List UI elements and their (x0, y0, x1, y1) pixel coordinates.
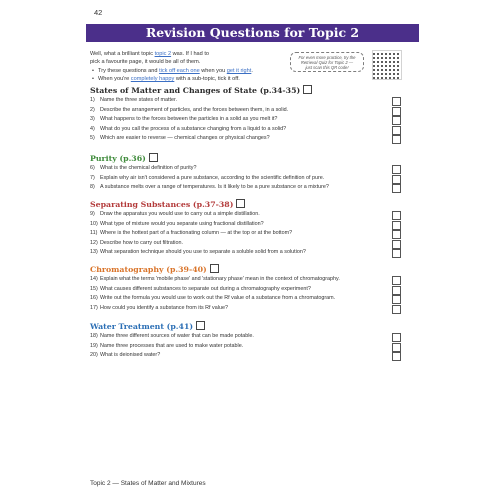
page-footer: Topic 2 — States of Matter and Mixtures (90, 480, 206, 487)
question-row (90, 275, 410, 285)
intro-bullet-1 (90, 67, 285, 75)
completely-happy-link[interactable]: completely happy (130, 76, 175, 83)
bullet-1-start: Try these questions and (98, 67, 160, 74)
question-text: How could you identify a substance from its Rf value? (100, 304, 228, 311)
question-text: A substance melts over a range of temperatures. Is it likely to be a pure substance or a mixture? (100, 184, 329, 191)
question-number: 3) (90, 116, 95, 123)
question-checkbox[interactable] (392, 249, 401, 258)
question-number: 10) (90, 220, 98, 227)
question-number: 13) (90, 249, 98, 256)
question-row (90, 332, 410, 342)
question-text: Draw the apparatus you would use to carry out a simple distillation. (100, 211, 260, 217)
question-text: Which are easier to reverse — chemical changes or physical changes? (100, 135, 270, 142)
question-number: 17) (90, 304, 98, 311)
question-text: What separation technique should you use to separate a soluble solid from a solution? (100, 249, 306, 256)
qr-code-icon[interactable] (372, 50, 402, 80)
bullet-1-end: . (251, 67, 253, 74)
question-text: Write out the formula you would use to work out the Rf value of a substance from a chromatogram. (100, 295, 336, 302)
section-separating-substances (90, 199, 410, 258)
question-number: 2) (90, 106, 95, 113)
get-it-right-link[interactable]: get it right (226, 67, 252, 74)
intro-bullet-2 (90, 75, 285, 83)
question-number: 16) (90, 295, 98, 302)
bullet-2-start: When you're (98, 76, 131, 83)
question-number: 5) (90, 135, 95, 142)
bullet-2-end: with a sub-topic, tick it off. (174, 76, 240, 83)
section-states-of-matter (90, 85, 410, 144)
section-heading-text: Water Treatment (p.41) (90, 322, 194, 331)
question-text: What type of mixture would you separate using fractional distillation? (100, 220, 264, 227)
question-row (90, 164, 410, 174)
question-row (90, 174, 410, 184)
question-text: Describe the arrangement of particles, and the forces between them, in a solid. (100, 106, 289, 113)
section-checkbox[interactable] (210, 264, 219, 273)
section-heading (90, 153, 410, 164)
section-checkbox[interactable] (303, 85, 312, 94)
question-row (90, 106, 410, 116)
question-row (90, 239, 410, 249)
question-row (90, 125, 410, 135)
question-row (90, 183, 410, 193)
question-checkbox[interactable] (392, 135, 401, 144)
question-text: Describe how to carry out filtration. (100, 239, 183, 246)
question-checkbox[interactable] (392, 352, 401, 361)
intro-line-1-end: was. If I had to (171, 51, 209, 57)
question-number: 4) (90, 125, 95, 132)
intro-text (90, 50, 285, 84)
question-number: 8) (90, 184, 95, 191)
question-number: 18) (90, 333, 98, 339)
question-checkbox[interactable] (392, 184, 401, 193)
question-number: 11) (90, 230, 98, 237)
section-heading-text: Purity (p.36) (90, 154, 146, 163)
qr-note-line-3: just scan this QR code! (305, 65, 349, 71)
question-text: Name three different sources of water that can be made potable. (100, 333, 254, 339)
section-purity (90, 153, 410, 193)
question-text: Explain what the terms 'mobile phase' and 'stationary phase' mean in the context of chromatography. (100, 276, 340, 282)
question-row (90, 96, 410, 106)
question-number: 20) (90, 352, 98, 359)
question-text: Name three processes that are used to make water potable. (100, 342, 244, 349)
section-checkbox[interactable] (149, 153, 158, 162)
section-chromatography (90, 264, 410, 313)
question-row (90, 351, 410, 361)
question-row (90, 220, 410, 230)
question-text: What happens to the forces between the particles in a solid as you melt it? (100, 116, 278, 123)
question-number: 15) (90, 285, 98, 292)
section-checkbox[interactable] (236, 199, 245, 208)
question-checkbox[interactable] (392, 305, 401, 314)
section-heading-text: Separating Substances (p.37-38) (90, 200, 234, 209)
question-text: Explain why air isn't considered a pure substance, according to the scientific definition of pure. (100, 174, 325, 181)
section-water-treatment (90, 321, 410, 361)
intro-line-1 (90, 50, 285, 58)
qr-note (290, 52, 364, 72)
question-number: 7) (90, 174, 95, 181)
page-title: Revision Questions for Topic 2 (86, 24, 419, 42)
question-number: 12) (90, 239, 98, 246)
question-text: Name the three states of matter. (100, 97, 178, 103)
question-number: 19) (90, 342, 98, 349)
question-number: 1) (90, 97, 95, 103)
question-text: What causes different substances to separate out during a chromatography experiment? (100, 285, 311, 292)
question-row (90, 115, 410, 125)
question-text: What is deionised water? (100, 352, 161, 359)
question-text: What do you call the process of a substance changing from a liquid to a solid? (100, 125, 287, 132)
question-number: 6) (90, 165, 95, 171)
question-row (90, 210, 410, 220)
topic-2-link[interactable]: topic 2 (154, 51, 172, 57)
qr-note-line-2: Retrieval Quiz for Topic 2 — (300, 60, 354, 66)
question-number: 14) (90, 276, 98, 282)
tick-off-link[interactable]: tick off each one (159, 67, 200, 74)
question-row (90, 285, 410, 295)
question-row (90, 248, 410, 258)
section-heading (90, 85, 410, 96)
intro-line-1-start: Well, what a brilliant topic (90, 51, 155, 57)
section-heading (90, 199, 410, 210)
section-heading (90, 321, 410, 332)
question-text: Where is the hottest part of a fractionating column — at the top or at the bottom? (100, 230, 293, 237)
question-row (90, 229, 410, 239)
page-number: 42 (94, 8, 103, 17)
section-heading (90, 264, 410, 275)
bullet-1-mid: when you (199, 67, 227, 74)
section-heading-text: States of Matter and Changes of State (p.34-35) (90, 86, 301, 95)
question-number: 9) (90, 211, 95, 217)
qr-note-line-1: For even more practice, try the (298, 55, 356, 60)
question-row (90, 294, 410, 304)
question-row (90, 134, 410, 144)
question-row (90, 342, 410, 352)
section-checkbox[interactable] (196, 321, 205, 330)
intro-line-2: pick a favourite page, it would be all of them. (90, 59, 201, 66)
section-heading-text: Chromatography (p.39-40) (90, 265, 207, 274)
question-text: What is the chemical definition of purity? (100, 165, 197, 171)
question-row (90, 304, 410, 314)
